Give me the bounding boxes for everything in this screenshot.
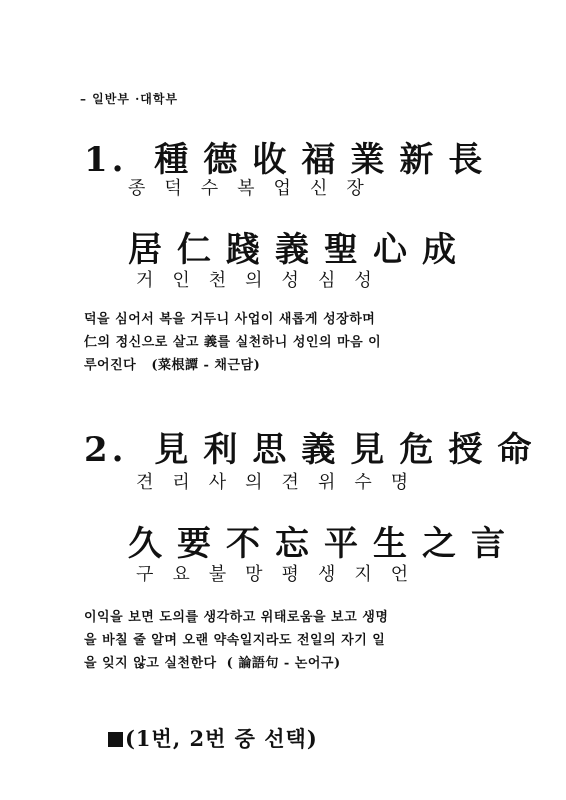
item2-hanja-text1: 見利思義見危授命 — [154, 430, 547, 470]
item1-hangul-line1: 종덕수복업신장 — [128, 178, 383, 199]
item2-hangul-line2: 구요불망평생지언 — [136, 564, 428, 585]
item2-meaning-line3 — [84, 652, 524, 675]
item1-hangul-line2: 거인천의성심성 — [136, 270, 391, 291]
item1-number: 1. — [84, 140, 128, 180]
item2-number: 2. — [84, 430, 128, 470]
item2-meaning — [84, 606, 524, 675]
item2-hangul-line1: 견리사의견위수명 — [136, 472, 428, 493]
item1-meaning-line1: 덕을 심어서 복을 거두니 사업이 새롭게 성장하며 — [84, 312, 376, 327]
item1-hanja-text1: 種德收福業新長 — [154, 140, 498, 180]
black-square-icon — [108, 732, 123, 747]
item1-meaning-line3-text: 루어진다 — [84, 358, 137, 373]
choice-note — [108, 723, 318, 753]
item1-meaning-line3 — [84, 354, 524, 377]
item2-meaning-line3-text: 을 잊지 않고 실천한다 — [84, 656, 217, 671]
choice-text: (1번, 2번 중 선택) — [125, 726, 318, 751]
item2-source: ( 論語句 - 논어구) — [226, 656, 341, 671]
item1-source: (菜根譚 - 채근담) — [151, 358, 261, 373]
item2-meaning-line1: 이익을 보면 도의를 생각하고 위태로움을 보고 생명 — [84, 610, 389, 625]
item2-hanja-line2: 久要不忘平生之言 — [128, 524, 520, 564]
item1-meaning — [84, 308, 524, 377]
item1-hanja-line2: 居仁踐義聖心成 — [128, 230, 471, 270]
item1-meaning-line2: 仁의 정신으로 살고 義를 실천하니 성인의 마음 이 — [84, 335, 382, 350]
category-label: – 일반부 ·대학부 — [80, 92, 179, 106]
item2-hanja-line1 — [84, 422, 546, 471]
item2-meaning-line2: 을 바칠 줄 알며 오랜 약속일지라도 전일의 자기 일 — [84, 633, 386, 648]
